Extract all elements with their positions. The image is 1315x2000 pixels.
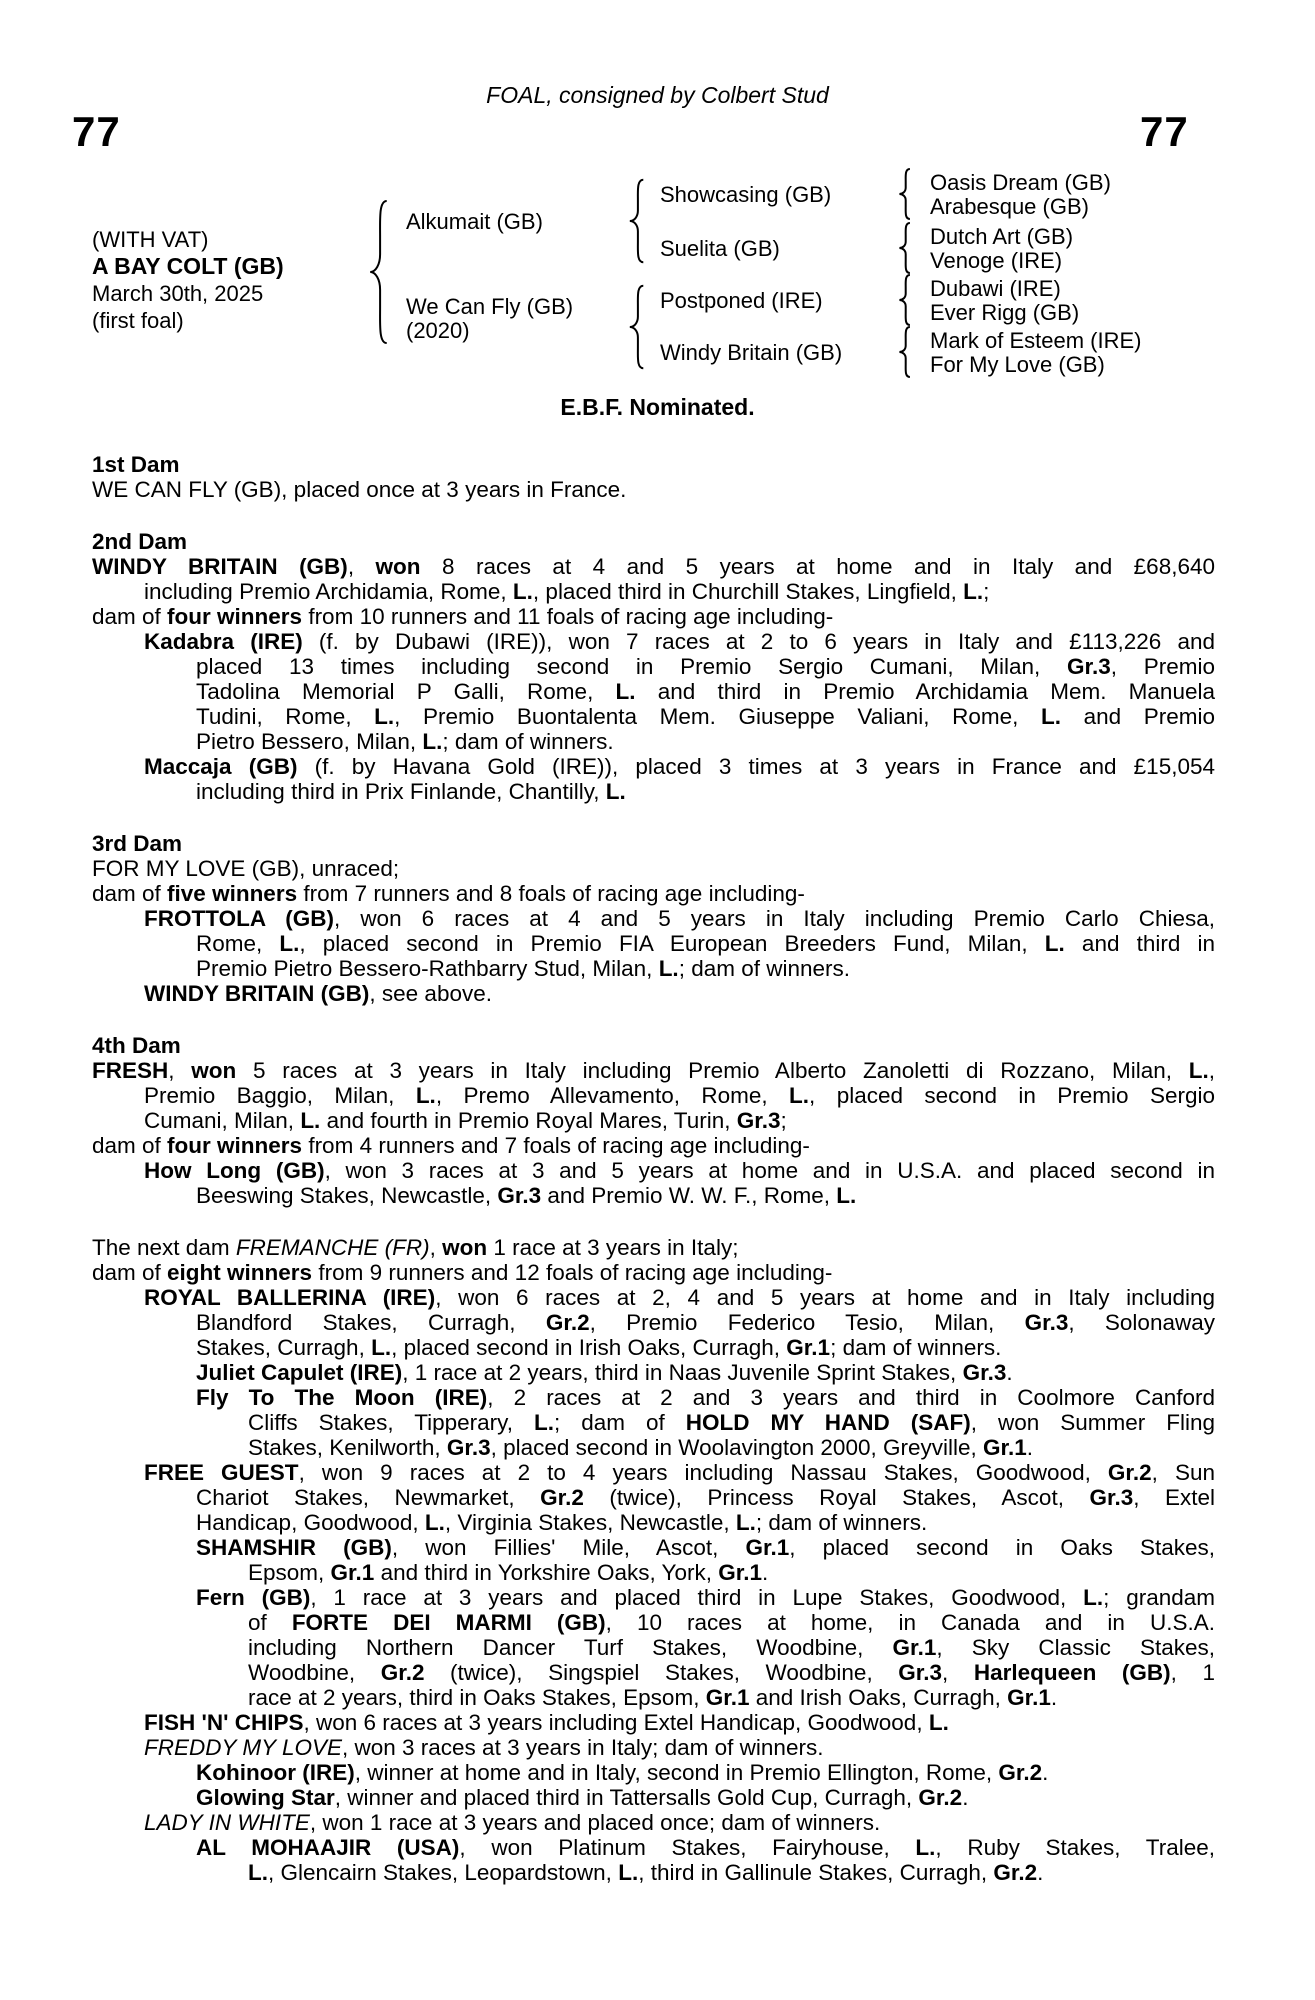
catalog-text-line: dam of eight winners from 9 runners and 12 foals of racing age including- (92, 1260, 833, 1285)
catalog-paragraph (92, 604, 1215, 629)
foaling-date: March 30th, 2025 (92, 281, 264, 306)
catalog-paragraph (92, 981, 1215, 1006)
catalog-text-line: dam of four winners from 10 runners and 11 foals of racing age including- (92, 604, 834, 629)
catalog-paragraph (92, 881, 1215, 906)
catalog-paragraph (92, 1235, 1215, 1260)
dam-section (92, 452, 1215, 502)
catalog-paragraph (92, 477, 1215, 502)
catalog-paragraph (92, 1835, 1215, 1885)
catalog-text-line: FOR MY LOVE (GB), unraced; (92, 856, 400, 881)
catalog-text-line: dam of five winners from 7 runners and 8 foals of racing age including- (92, 881, 805, 906)
pedigree-dam-year: (2020) (406, 318, 470, 343)
pedigree-gen3-name: Dubawi (IRE) (930, 276, 1061, 301)
foal-note: (first foal) (92, 308, 184, 333)
catalog-text-line: FREDDY MY LOVE, won 3 races at 3 years in Italy; dam of winners. (144, 1735, 824, 1760)
pedigree-brace-icon (628, 178, 646, 264)
pedigree-gen2-name: Windy Britain (GB) (660, 340, 843, 365)
catalog-text-line: Stakes, Kenilworth, Gr.3, placed second in Woolavington 2000, Greyville, Gr.1. (248, 1435, 1034, 1460)
catalog-text-line: Cliffs Stakes, Tipperary, L.; dam of HOLD MY HAND (SAF), won Summer Fling (248, 1410, 1216, 1435)
dam-heading: 1st Dam (92, 452, 180, 477)
catalog-paragraph (92, 554, 1215, 604)
dam-heading: 4th Dam (92, 1033, 181, 1058)
catalog-text-line: FREE GUEST, won 9 races at 2 to 4 years including Nassau Stakes, Goodwood, Gr.2, Sun (144, 1460, 1215, 1485)
catalog-text-line: The next dam FREMANCHE (FR), won 1 race at 3 years in Italy; (92, 1235, 739, 1260)
catalog-text-line: Epsom, Gr.1 and third in Yorkshire Oaks, York, Gr.1. (248, 1560, 769, 1585)
catalog-paragraph (92, 906, 1215, 981)
catalog-text-line: Handicap, Goodwood, L., Virginia Stakes, Newcastle, L.; dam of winners. (196, 1510, 928, 1535)
catalog-text-line: including third in Prix Finlande, Chantilly, L. (196, 779, 626, 804)
pedigree-dam: We Can Fly (GB) (406, 294, 574, 319)
catalog-text-line: L., Glencairn Stakes, Leopardstown, L., third in Gallinule Stakes, Curragh, Gr.2. (248, 1860, 1044, 1885)
lot-number-left: 77 (72, 108, 121, 155)
catalog-text-line: FISH 'N' CHIPS, won 6 races at 3 years including Extel Handicap, Goodwood, L. (144, 1710, 949, 1735)
catalog-text-line: Juliet Capulet (IRE), 1 race at 2 years, third in Naas Juvenile Sprint Stakes, Gr.3. (196, 1360, 1013, 1385)
catalog-text-line: Tadolina Memorial P Galli, Rome, L. and third in Premio Archidamia Mem. Manuela (196, 679, 1215, 704)
catalog-text-line: Premio Baggio, Milan, L., Premo Allevamento, Rome, L., placed second in Premio Sergio (144, 1083, 1215, 1108)
catalog-text-line: Chariot Stakes, Newmarket, Gr.2 (twice), Princess Royal Stakes, Ascot, Gr.3, Extel (196, 1485, 1215, 1510)
catalog-text-line: Cumani, Milan, L. and fourth in Premio Royal Mares, Turin, Gr.3; (144, 1108, 787, 1133)
catalog-paragraph (92, 856, 1215, 881)
pedigree-gen3-name: Venoge (IRE) (930, 248, 1063, 273)
ebf-nominated-line: E.B.F. Nominated. (560, 394, 755, 420)
catalog-text-line: Rome, L., placed second in Premio FIA European Breeders Fund, Milan, L. and third in (196, 931, 1216, 956)
pedigree-brace-icon (898, 274, 912, 326)
catalog-text-line: Woodbine, Gr.2 (twice), Singspiel Stakes, Woodbine, Gr.3, Harlequeen (GB), 1 (248, 1660, 1215, 1685)
catalog-text-line: WINDY BRITAIN (GB), see above. (144, 981, 492, 1006)
lot-number-right: 77 (1140, 108, 1189, 155)
catalog-text-line: including Premio Archidamia, Rome, L., placed third in Churchill Stakes, Lingfield, L.; (144, 579, 990, 604)
catalog-text-line: Premio Pietro Bessero-Rathbarry Stud, Milan, L.; dam of winners. (196, 956, 851, 981)
pedigree-gen3-name: For My Love (GB) (930, 352, 1105, 377)
pedigree-gen2-name: Postponed (IRE) (660, 288, 823, 313)
catalog-paragraph (92, 1785, 1215, 1810)
catalog-text-line: Maccaja (GB) (f. by Havana Gold (IRE)), placed 3 times at 3 years in France and £15,054 (144, 754, 1215, 779)
pedigree-brace-icon (898, 168, 912, 220)
catalog-text-line: Pietro Bessero, Milan, L.; dam of winners. (196, 729, 614, 754)
catalog-paragraph (92, 1760, 1215, 1785)
catalog-paragraph (92, 1735, 1215, 1760)
catalog-text-line: FROTTOLA (GB), won 6 races at 4 and 5 years in Italy including Premio Carlo Chiesa, (144, 906, 1215, 931)
pedigree-gen2-name: Showcasing (GB) (660, 182, 832, 207)
catalog-text-line: of FORTE DEI MARMI (GB), 10 races at home, in Canada and in U.S.A. (248, 1610, 1215, 1635)
catalog-text-line: AL MOHAAJIR (USA), won Platinum Stakes, Fairyhouse, L., Ruby Stakes, Tralee, (196, 1835, 1215, 1860)
dam-section (92, 529, 1215, 804)
catalog-text-line: ROYAL BALLERINA (IRE), won 6 races at 2, 4 and 5 years at home and in Italy including (144, 1285, 1215, 1310)
catalog-text-line: race at 2 years, third in Oaks Stakes, Epsom, Gr.1 and Irish Oaks, Curragh, Gr.1. (248, 1685, 1058, 1710)
catalog-paragraph (92, 1385, 1215, 1460)
catalog-paragraph (92, 1260, 1215, 1285)
dam-heading: 3rd Dam (92, 831, 183, 856)
pedigree-gen3-name: Arabesque (GB) (930, 194, 1089, 219)
catalog-text-line: Fern (GB), 1 race at 3 years and placed third in Lupe Stakes, Goodwood, L.; grandam (196, 1585, 1215, 1610)
pedigree-brace-icon (628, 284, 646, 370)
catalog-text-line: dam of four winners from 4 runners and 7 foals of racing age including- (92, 1133, 810, 1158)
catalog-paragraph (92, 1535, 1215, 1585)
pedigree-sire: Alkumait (GB) (406, 209, 543, 234)
catalog-text-line: Stakes, Curragh, L., placed second in Irish Oaks, Curragh, Gr.1; dam of winners. (196, 1335, 1002, 1360)
catalog-paragraph (92, 1158, 1215, 1208)
dam-heading: 2nd Dam (92, 529, 188, 554)
catalog-text-line: Fly To The Moon (IRE), 2 races at 2 and 3 years and third in Coolmore Canford (196, 1385, 1215, 1410)
pedigree-brace-icon (898, 326, 912, 378)
pedigree-gen3-name: Ever Rigg (GB) (930, 300, 1080, 325)
catalog-text-line: Tudini, Rome, L., Premio Buontalenta Mem. Giuseppe Valiani, Rome, L. and Premio (196, 704, 1215, 729)
dam-section (92, 831, 1215, 1006)
pedigree-brace-icon (368, 198, 390, 346)
catalog-paragraph (92, 1710, 1215, 1735)
catalog-paragraph (92, 1810, 1215, 1835)
catalog-paragraph (92, 754, 1215, 804)
catalog-text-line: including Northern Dancer Turf Stakes, Woodbine, Gr.1, Sky Classic Stakes, (248, 1635, 1215, 1660)
consignor-line: FOAL, consigned by Colbert Stud (486, 82, 829, 108)
catalog-paragraph (92, 1360, 1215, 1385)
catalog-text-line: Kohinoor (IRE), winner at home and in Italy, second in Premio Ellington, Rome, Gr.2. (196, 1760, 1049, 1785)
catalog-paragraph (92, 1133, 1215, 1158)
catalog-text-line: WE CAN FLY (GB), placed once at 3 years in France. (92, 477, 627, 502)
dam-section (92, 1235, 1215, 1885)
catalog-text-line: LADY IN WHITE, won 1 race at 3 years and placed once; dam of winners. (144, 1810, 881, 1835)
pedigree-brace-icon (898, 222, 912, 274)
dam-section (92, 1033, 1215, 1208)
catalog-text-line: How Long (GB), won 3 races at 3 and 5 years at home and in U.S.A. and placed second in (144, 1158, 1215, 1183)
lot-title: A BAY COLT (GB) (92, 253, 284, 279)
catalog-paragraph (92, 1585, 1215, 1710)
pedigree-gen3-name: Mark of Esteem (IRE) (930, 328, 1142, 353)
pedigree-gen3-name: Oasis Dream (GB) (930, 170, 1111, 195)
catalog-text-line: WINDY BRITAIN (GB), won 8 races at 4 and 5 years at home and in Italy and £68,640 (92, 554, 1216, 579)
pedigree-gen3-name: Dutch Art (GB) (930, 224, 1074, 249)
catalog-paragraph (92, 1460, 1215, 1535)
catalog-paragraph (92, 1285, 1215, 1360)
catalog-text-line: Beeswing Stakes, Newcastle, Gr.3 and Premio W. W. F., Rome, L. (196, 1183, 857, 1208)
catalog-text-line: placed 13 times including second in Premio Sergio Cumani, Milan, Gr.3, Premio (196, 654, 1215, 679)
pedigree-gen2-name: Suelita (GB) (660, 236, 780, 261)
catalog-sections (92, 452, 1215, 1885)
catalog-text-line: SHAMSHIR (GB), won Fillies' Mile, Ascot, Gr.1, placed second in Oaks Stakes, (196, 1535, 1215, 1560)
catalog-text-line: FRESH, won 5 races at 3 years in Italy including Premio Alberto Zanoletti di Rozzano, Milan, L., (92, 1058, 1215, 1083)
catalog-text-line: Glowing Star, winner and placed third in Tattersalls Gold Cup, Curragh, Gr.2. (196, 1785, 969, 1810)
catalog-text-line: Kadabra (IRE) (f. by Dubawi (IRE)), won 7 races at 2 to 6 years in Italy and £113,226 and (144, 629, 1215, 654)
catalog-paragraph (92, 1058, 1215, 1133)
catalog-text-line: Blandford Stakes, Curragh, Gr.2, Premio Federico Tesio, Milan, Gr.3, Solonaway (196, 1310, 1215, 1335)
catalog-paragraph (92, 629, 1215, 754)
vat-note: (WITH VAT) (92, 227, 209, 252)
